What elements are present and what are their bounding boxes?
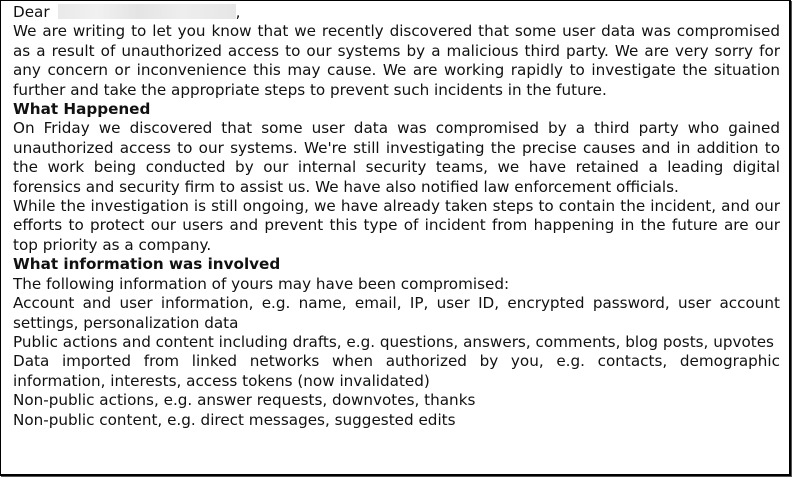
what-happened-paragraph: On Friday we discovered that some user data was compromised by a third party who gained unauthorized access to our systems. We're still investigating the precise causes and in addition to the work being conducted by our internal security teams, we have retained a leading digital forensics and security firm to assist us. We have also notified law enforcement officials. — [13, 119, 780, 196]
information-item: Non-public actions, e.g. answer requests, downvotes, thanks — [13, 391, 476, 410]
salutation-comma: , — [235, 3, 241, 21]
what-happened-paragraph: While the investigation is still ongoing, we have already taken steps to contain the incident, and our efforts to protect our users and prevent this type of incident from happening in the future are our top priority as a company. — [13, 197, 780, 254]
intro-paragraph: We are writing to let you know that we recently discovered that some user data was compromised as a result of unauthorized access to our systems by a malicious third party. We are very sorry for any concern or inconvenience this may cause. We are working rapidly to investigate the situation further and take the appropriate steps to prevent such incidents in the future. — [13, 22, 780, 99]
information-item: Public actions and content including drafts, e.g. questions, answers, comments, blog posts, upvotes — [13, 332, 774, 351]
salutation-greeting: Dear — [13, 3, 50, 21]
what-happened-heading: What Happened — [13, 100, 151, 119]
salutation — [13, 3, 780, 22]
information-item: Account and user information, e.g. name, email, IP, user ID, encrypted password, user account settings, personalization data — [13, 294, 780, 332]
what-information-lead: The following information of yours may have been compromised: — [13, 274, 510, 293]
redacted-recipient-name — [58, 4, 236, 19]
information-item: Data imported from linked networks when authorized by you, e.g. contacts, demographic information, interests, access tokens (now invalidated) — [13, 352, 780, 390]
information-item: Non-public content, e.g. direct messages, suggested edits — [13, 410, 456, 429]
what-information-heading: What information was involved — [13, 255, 281, 274]
